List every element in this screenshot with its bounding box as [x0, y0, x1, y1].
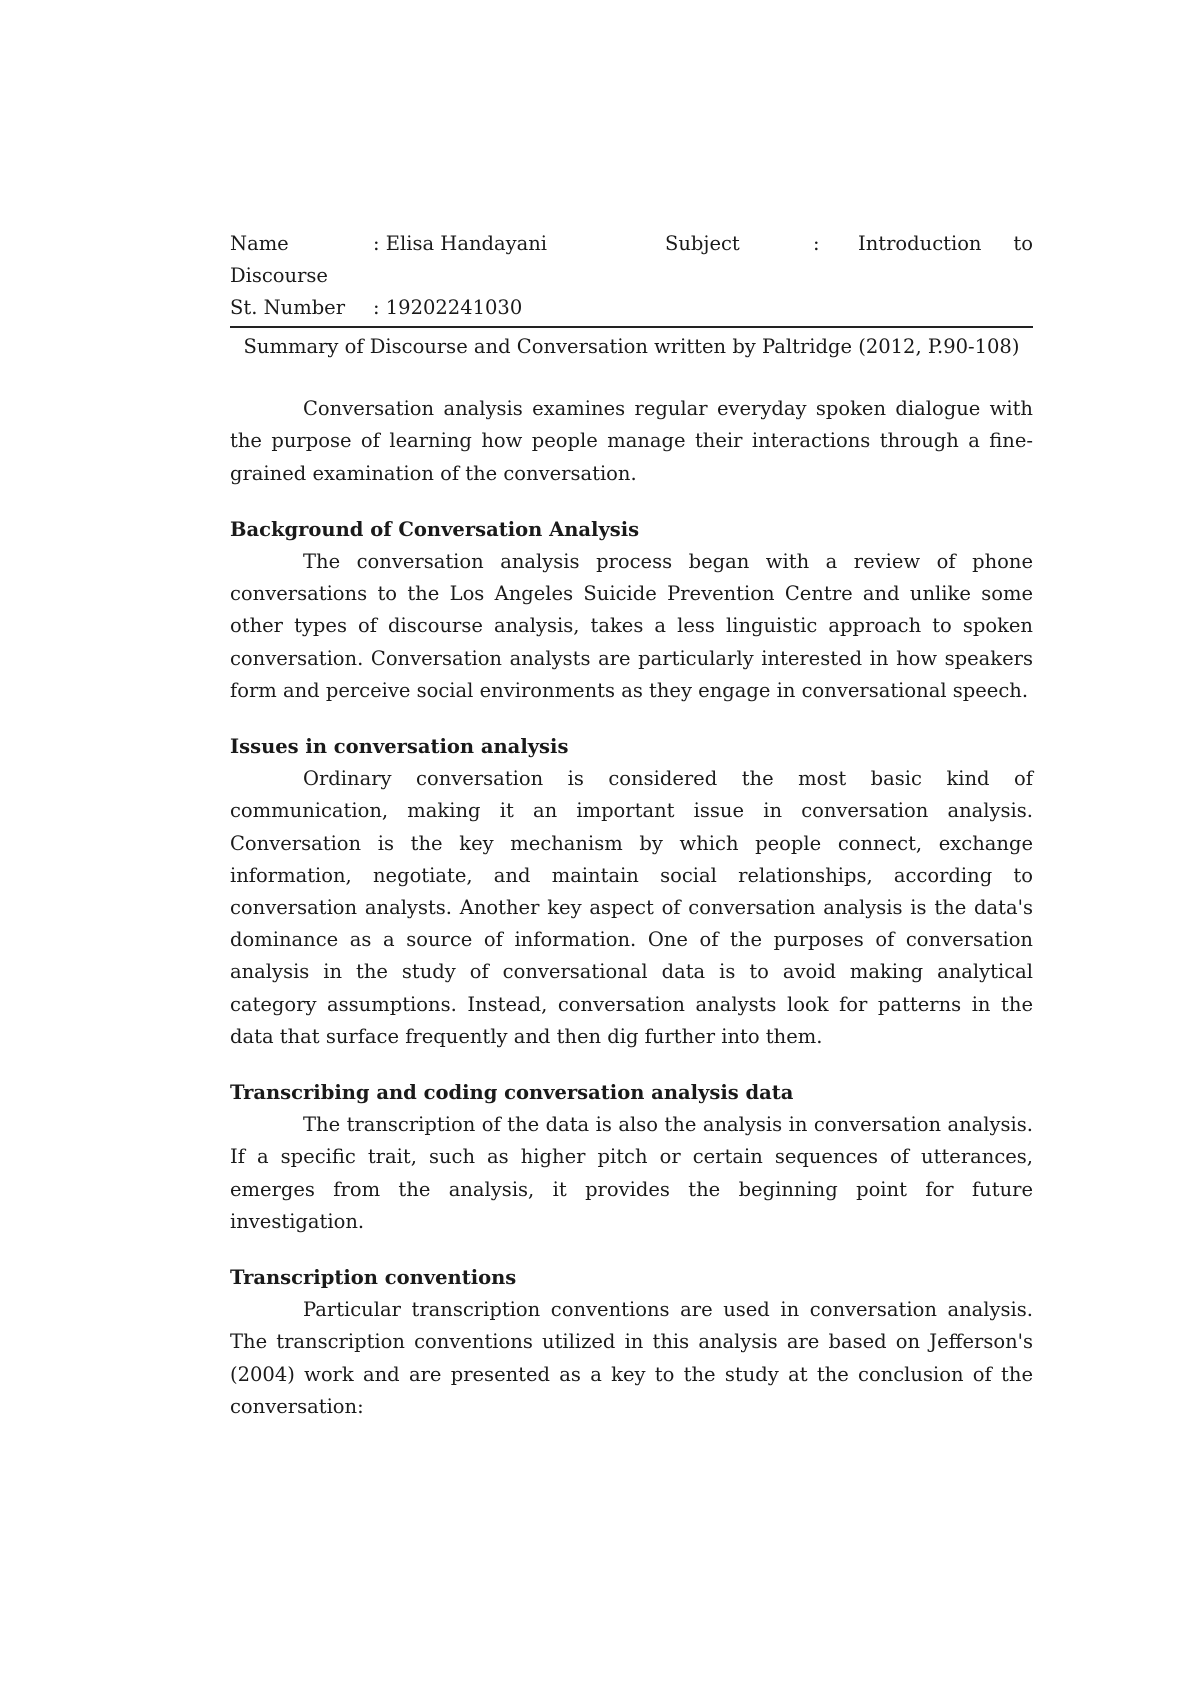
student-number-label: St. Number — [230, 296, 346, 319]
section-background — [230, 514, 1033, 707]
header-divider — [230, 326, 1033, 328]
subject-value-second: to — [1013, 232, 1033, 255]
section-body: The transcription of the data is also the analysis in conversation analysis. If a specific trait, such as higher pitch or certain sequences of utterances, emerges from the analysis, it provides the beginning point for future investigation. — [230, 1113, 1033, 1233]
name-value: : Elisa Handayani — [373, 232, 548, 255]
section-body: The conversation analysis process began with a review of phone conversations to the Los Angeles Suicide Prevention Centre and unlike some other types of discourse analysis, takes a less linguistic approach to spoken conversation. Conversation analysts are particularly interested in how speakers form and perceive social environments as they engage in conversational speech. — [230, 550, 1033, 702]
section-body: Particular transcription conventions are used in conversation analysis. The transcription conventions utilized in this analysis are based on Jefferson's (2004) work and are presented as a key to the study at the conclusion of the conversation: — [230, 1298, 1033, 1418]
section-heading: Transcription conventions — [230, 1266, 517, 1290]
name-label: Name — [230, 232, 289, 255]
subject-label: Subject — [665, 232, 740, 255]
section-heading: Issues in conversation analysis — [230, 735, 569, 759]
header-row-name — [230, 228, 1033, 260]
subject-value-first: Introduction — [858, 232, 982, 255]
section-transcribing — [230, 1077, 1033, 1238]
document-page — [230, 228, 1033, 1423]
subject-separator: : — [813, 232, 820, 255]
section-conventions — [230, 1262, 1033, 1423]
section-heading: Background of Conversation Analysis — [230, 517, 640, 541]
section-body: Ordinary conversation is considered the most basic kind of communication, making it an important issue in conversation analysis. Conversation is the key mechanism by which people connect, exchange information, negotiate, and maintain social relationships, according to conversation analysts. Another key aspect of conversation analysis is the data's dominance as a source of information. One of the purposes of conversation analysis in the study of conversational data is to avoid making analytical category assumptions. Instead, conversation analysts look for patterns in the data that surface frequently and then dig further into them. — [230, 767, 1033, 1048]
subject-value-third: Discourse — [230, 264, 328, 287]
section-heading: Transcribing and coding conversation analysis data — [230, 1081, 794, 1105]
header-row-number — [230, 292, 1033, 324]
document-title: Summary of Discourse and Conversation written by Paltridge (2012, P.90-108) — [243, 335, 1020, 358]
intro-paragraph: Conversation analysis examines regular everyday spoken dialogue with the purpose of learning how people manage their interactions through a fine-grained examination of the conversation. — [230, 397, 1033, 485]
section-issues — [230, 731, 1033, 1053]
header-row-subject-wrap — [230, 260, 1033, 292]
student-number-value: : 19202241030 — [373, 296, 523, 319]
